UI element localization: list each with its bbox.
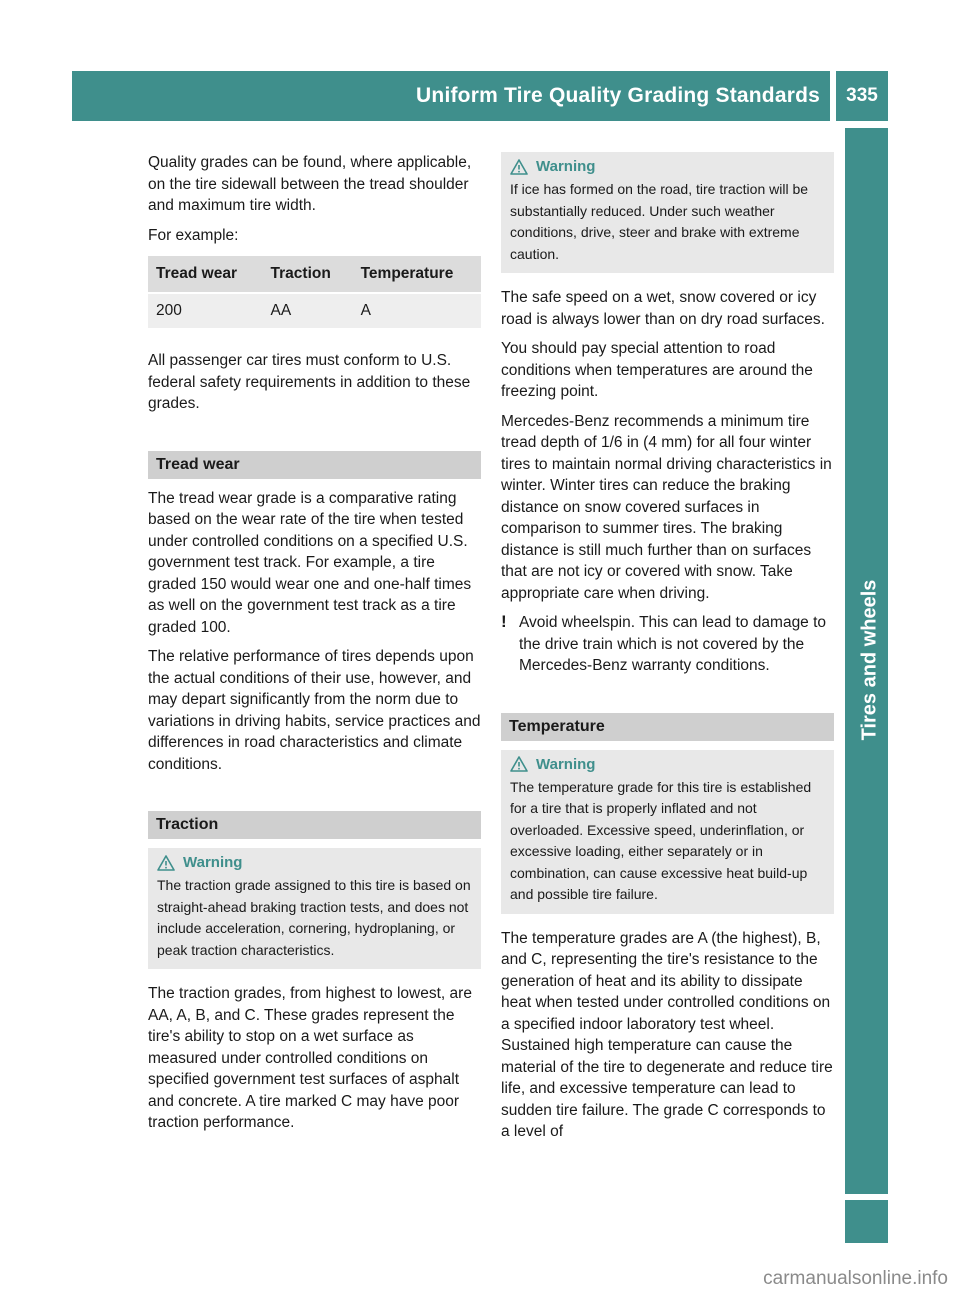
warning-triangle-icon xyxy=(510,756,528,772)
watermark-text: carmanualsonline.info xyxy=(763,1268,948,1289)
table-cell: 200 xyxy=(148,293,263,328)
section-heading-traction: Traction xyxy=(148,811,481,839)
section-heading-temperature: Temperature xyxy=(501,713,834,741)
table-header-row xyxy=(148,256,481,293)
warning-label: Warning xyxy=(536,755,596,773)
page-title: Uniform Tire Quality Grading Standards xyxy=(416,84,820,107)
warning-label: Warning xyxy=(183,854,243,871)
requirements-paragraph: All passenger car tires must conform to U.S. federal safety requirements in addition to these grades. xyxy=(148,352,471,412)
warning-text: If ice has formed on the road, tire traction will be substantially reduced. Under such weather conditions, drive, steer and brake with extreme caution. xyxy=(510,181,809,262)
table-cell: A xyxy=(353,293,481,328)
wheelspin-note xyxy=(501,612,834,677)
temperature-paragraph: The temperature grades are A (the highest), B, and C, representing the tire's resistance to the generation of heat and its ability to dissipate heat when tested under controlled conditions on a specified indoor laboratory test wheel. Sustained high temperature can cause the material of the tire to degenerate and reduce tire life, and excessive temperature can lead to sudden tire failure. The grade C corresponds to a level of xyxy=(501,929,833,1140)
safe-speed-paragraph: The safe speed on a wet, snow covered or icy road is always lower than on dry road surfaces. xyxy=(501,289,825,328)
tread-depth-paragraph: Mercedes-Benz recommends a minimum tire tread depth of 1/6 in (4 mm) for all four winter tires to maintain normal driving characteristics in winter. Winter tires can reduce the braking distance on snow covered surfaces in comparison to summer tires. The braking distance is still much further than on surfaces that are not icy or covered with snow. Take appropriate care when driving. xyxy=(501,412,832,602)
warning-title xyxy=(157,854,472,871)
warning-label: Warning xyxy=(536,158,596,175)
table-row xyxy=(148,293,481,328)
table-header-temperature: Temperature xyxy=(353,256,481,293)
exclamation-icon: ! xyxy=(501,612,507,631)
traction-warning-box xyxy=(148,848,481,969)
warning-title xyxy=(510,158,825,175)
example-label: For example: xyxy=(148,226,239,244)
page-number: 335 xyxy=(846,85,878,106)
ice-warning-box xyxy=(501,152,834,273)
left-column xyxy=(148,152,481,1142)
warning-triangle-icon xyxy=(157,855,175,871)
table-header-traction: Traction xyxy=(263,256,353,293)
header-bar xyxy=(72,71,830,121)
page-number-box xyxy=(836,71,888,121)
grade-example-table xyxy=(148,256,481,328)
side-tab-marker xyxy=(845,1200,888,1243)
section-heading-tread-wear: Tread wear xyxy=(148,451,481,479)
freezing-paragraph: You should pay special attention to road conditions when temperatures are around the freezing point. xyxy=(501,340,813,400)
tread-wear-paragraph: The relative performance of tires depends upon the actual conditions of their use, however, and may depart significantly from the norm due to variations in driving habits, service practices and differences in road characteristics and climate conditions. xyxy=(148,648,481,773)
note-text: Avoid wheelspin. This can lead to damage to the drive train which is not covered by the Mercedes-Benz warranty conditions. xyxy=(519,614,827,674)
intro-paragraph: Quality grades can be found, where applicable, on the tire sidewall between the tread shoulder and maximum tire width. xyxy=(148,154,472,214)
tread-wear-paragraph: The tread wear grade is a comparative rating based on the wear rate of the tire when tested under controlled conditions on a specified U.S. government test track. For example, a tire graded 150 would wear one and one-half times as well on the government test track as a tire graded 100. xyxy=(148,489,472,636)
table-header-tread-wear: Tread wear xyxy=(148,256,263,293)
right-column xyxy=(501,152,834,1151)
warning-text: The temperature grade for this tire is established for a tire that is properly inflated and not overloaded. Excessive speed, underinflation, or excessive loading, either separately or in combination, can cause excessive heat build-up and possible tire failure. xyxy=(510,778,812,902)
warning-title xyxy=(510,756,825,773)
temperature-warning-box xyxy=(501,750,834,914)
side-tab-label: Tires and wheels xyxy=(858,579,881,741)
table-cell: AA xyxy=(263,293,353,328)
warning-triangle-icon xyxy=(510,159,528,175)
traction-paragraph: The traction grades, from highest to lowest, are AA, A, B, and C. These grades represent the tire's ability to stop on a wet surface as measured under controlled conditions on specified government test surfaces of asphalt and concrete. A tire marked C may have poor traction performance. xyxy=(148,985,472,1131)
warning-text: The traction grade assigned to this tire is based on straight-ahead braking traction tests, and does not include acceleration, cornering, hydroplaning, or peak traction characteristics. xyxy=(157,877,471,958)
